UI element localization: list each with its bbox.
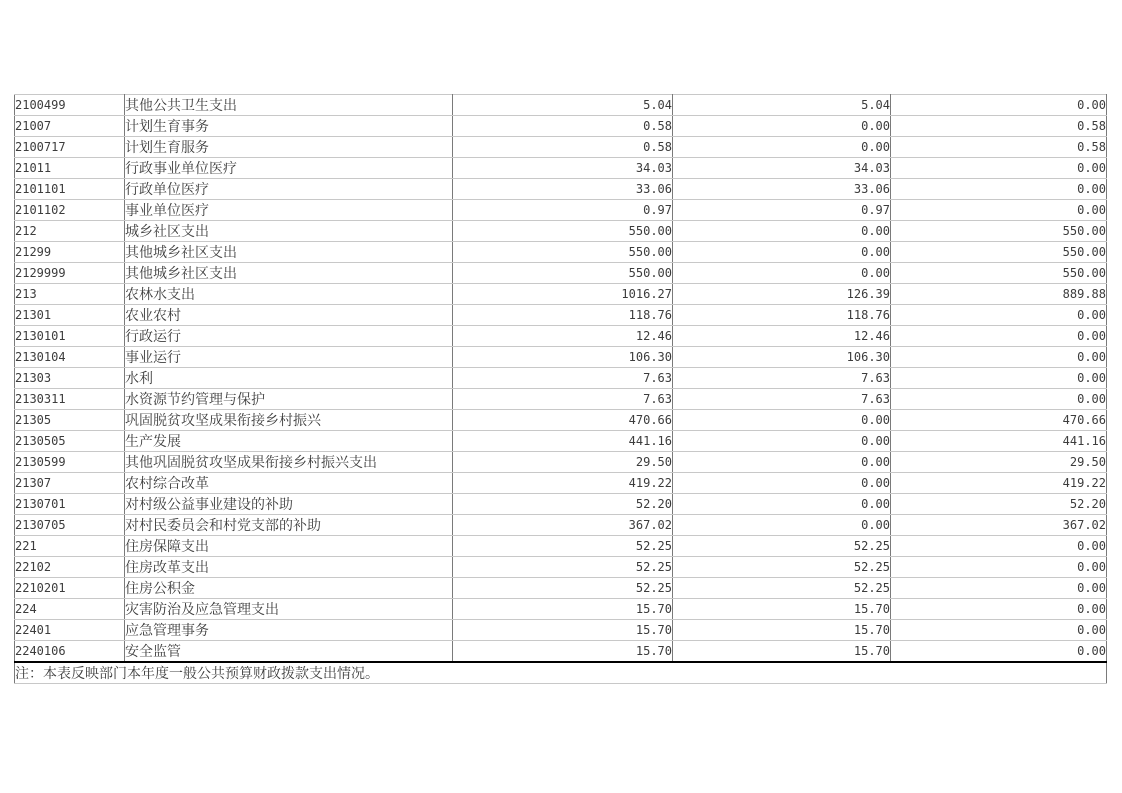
value-cell-total: 52.25 bbox=[453, 536, 673, 557]
value-cell-total: 29.50 bbox=[453, 452, 673, 473]
expense-code-cell: 212 bbox=[15, 221, 125, 242]
value-cell-total: 0.58 bbox=[453, 137, 673, 158]
value-cell-project: 0.00 bbox=[891, 200, 1107, 221]
value-cell-basic: 106.30 bbox=[673, 347, 891, 368]
value-cell-project: 0.00 bbox=[891, 578, 1107, 599]
value-cell-total: 470.66 bbox=[453, 410, 673, 431]
expense-name-cell: 其他城乡社区支出 bbox=[125, 263, 453, 284]
expense-code-cell: 2101102 bbox=[15, 200, 125, 221]
expense-name-cell: 计划生育事务 bbox=[125, 116, 453, 137]
expense-name-cell: 住房公积金 bbox=[125, 578, 453, 599]
value-cell-project: 0.00 bbox=[891, 389, 1107, 410]
budget-table-sheet bbox=[14, 94, 1107, 684]
table-row bbox=[15, 284, 1107, 305]
table-row bbox=[15, 452, 1107, 473]
value-cell-project: 0.00 bbox=[891, 305, 1107, 326]
table-row bbox=[15, 137, 1107, 158]
value-cell-basic: 33.06 bbox=[673, 179, 891, 200]
value-cell-total: 5.04 bbox=[453, 95, 673, 116]
value-cell-project: 367.02 bbox=[891, 515, 1107, 536]
value-cell-basic: 0.00 bbox=[673, 431, 891, 452]
value-cell-total: 52.25 bbox=[453, 578, 673, 599]
expense-code-cell: 21011 bbox=[15, 158, 125, 179]
expense-code-cell: 22401 bbox=[15, 620, 125, 641]
value-cell-total: 12.46 bbox=[453, 326, 673, 347]
expense-name-cell: 住房改革支出 bbox=[125, 557, 453, 578]
expense-name-cell: 住房保障支出 bbox=[125, 536, 453, 557]
value-cell-project: 419.22 bbox=[891, 473, 1107, 494]
table-row bbox=[15, 95, 1107, 116]
table-footer bbox=[15, 662, 1107, 684]
table-row bbox=[15, 116, 1107, 137]
expense-name-cell: 行政事业单位医疗 bbox=[125, 158, 453, 179]
table-row bbox=[15, 263, 1107, 284]
expense-code-cell: 2130701 bbox=[15, 494, 125, 515]
expense-code-cell: 21305 bbox=[15, 410, 125, 431]
table-row bbox=[15, 620, 1107, 641]
expense-name-cell: 其他城乡社区支出 bbox=[125, 242, 453, 263]
expense-code-cell: 2130104 bbox=[15, 347, 125, 368]
expense-code-cell: 2130599 bbox=[15, 452, 125, 473]
expense-code-cell: 21007 bbox=[15, 116, 125, 137]
table-row bbox=[15, 515, 1107, 536]
value-cell-basic: 0.97 bbox=[673, 200, 891, 221]
expense-name-cell: 农村综合改革 bbox=[125, 473, 453, 494]
value-cell-total: 441.16 bbox=[453, 431, 673, 452]
expense-code-cell: 2100717 bbox=[15, 137, 125, 158]
expense-code-cell: 2130101 bbox=[15, 326, 125, 347]
expense-code-cell: 2101101 bbox=[15, 179, 125, 200]
expense-code-cell: 21303 bbox=[15, 368, 125, 389]
expense-code-cell: 2240106 bbox=[15, 641, 125, 663]
table-body bbox=[15, 95, 1107, 663]
expense-name-cell: 其他公共卫生支出 bbox=[125, 95, 453, 116]
expense-name-cell: 行政运行 bbox=[125, 326, 453, 347]
note-row bbox=[15, 662, 1107, 684]
expense-code-cell: 221 bbox=[15, 536, 125, 557]
value-cell-basic: 52.25 bbox=[673, 536, 891, 557]
expense-code-cell: 213 bbox=[15, 284, 125, 305]
value-cell-project: 0.58 bbox=[891, 137, 1107, 158]
expense-code-cell: 21307 bbox=[15, 473, 125, 494]
value-cell-total: 52.25 bbox=[453, 557, 673, 578]
value-cell-project: 550.00 bbox=[891, 263, 1107, 284]
expense-name-cell: 应急管理事务 bbox=[125, 620, 453, 641]
value-cell-project: 441.16 bbox=[891, 431, 1107, 452]
value-cell-basic: 15.70 bbox=[673, 599, 891, 620]
table-row bbox=[15, 536, 1107, 557]
expense-name-cell: 计划生育服务 bbox=[125, 137, 453, 158]
expense-name-cell: 灾害防治及应急管理支出 bbox=[125, 599, 453, 620]
table-row bbox=[15, 431, 1107, 452]
expense-name-cell: 生产发展 bbox=[125, 431, 453, 452]
value-cell-basic: 15.70 bbox=[673, 620, 891, 641]
value-cell-basic: 12.46 bbox=[673, 326, 891, 347]
value-cell-project: 889.88 bbox=[891, 284, 1107, 305]
value-cell-basic: 52.25 bbox=[673, 557, 891, 578]
value-cell-project: 0.00 bbox=[891, 158, 1107, 179]
value-cell-project: 0.00 bbox=[891, 179, 1107, 200]
value-cell-basic: 5.04 bbox=[673, 95, 891, 116]
value-cell-total: 15.70 bbox=[453, 620, 673, 641]
value-cell-project: 0.00 bbox=[891, 557, 1107, 578]
table-row bbox=[15, 200, 1107, 221]
table-row bbox=[15, 158, 1107, 179]
expense-code-cell: 2129999 bbox=[15, 263, 125, 284]
expense-code-cell: 224 bbox=[15, 599, 125, 620]
value-cell-basic: 0.00 bbox=[673, 137, 891, 158]
table-row bbox=[15, 242, 1107, 263]
value-cell-basic: 7.63 bbox=[673, 368, 891, 389]
table-row bbox=[15, 473, 1107, 494]
expense-name-cell: 水资源节约管理与保护 bbox=[125, 389, 453, 410]
expense-name-cell: 安全监管 bbox=[125, 641, 453, 663]
value-cell-basic: 0.00 bbox=[673, 263, 891, 284]
table-row bbox=[15, 599, 1107, 620]
value-cell-project: 0.00 bbox=[891, 599, 1107, 620]
value-cell-project: 0.58 bbox=[891, 116, 1107, 137]
budget-expenditure-table bbox=[14, 94, 1107, 684]
expense-name-cell: 对村民委员会和村党支部的补助 bbox=[125, 515, 453, 536]
value-cell-basic: 0.00 bbox=[673, 515, 891, 536]
value-cell-total: 118.76 bbox=[453, 305, 673, 326]
expense-name-cell: 农业农村 bbox=[125, 305, 453, 326]
value-cell-basic: 34.03 bbox=[673, 158, 891, 179]
value-cell-basic: 0.00 bbox=[673, 116, 891, 137]
table-row bbox=[15, 557, 1107, 578]
expense-name-cell: 城乡社区支出 bbox=[125, 221, 453, 242]
expense-code-cell: 22102 bbox=[15, 557, 125, 578]
value-cell-project: 0.00 bbox=[891, 326, 1107, 347]
value-cell-total: 7.63 bbox=[453, 389, 673, 410]
value-cell-project: 0.00 bbox=[891, 641, 1107, 663]
expense-code-cell: 21299 bbox=[15, 242, 125, 263]
table-row bbox=[15, 326, 1107, 347]
expense-code-cell: 2130311 bbox=[15, 389, 125, 410]
value-cell-total: 419.22 bbox=[453, 473, 673, 494]
expense-name-cell: 巩固脱贫攻坚成果衔接乡村振兴 bbox=[125, 410, 453, 431]
table-row bbox=[15, 221, 1107, 242]
value-cell-basic: 0.00 bbox=[673, 221, 891, 242]
expense-name-cell: 行政单位医疗 bbox=[125, 179, 453, 200]
value-cell-total: 52.20 bbox=[453, 494, 673, 515]
value-cell-total: 1016.27 bbox=[453, 284, 673, 305]
value-cell-basic: 0.00 bbox=[673, 494, 891, 515]
value-cell-basic: 0.00 bbox=[673, 473, 891, 494]
value-cell-total: 0.97 bbox=[453, 200, 673, 221]
value-cell-total: 0.58 bbox=[453, 116, 673, 137]
table-row bbox=[15, 347, 1107, 368]
value-cell-basic: 15.70 bbox=[673, 641, 891, 663]
expense-name-cell: 对村级公益事业建设的补助 bbox=[125, 494, 453, 515]
table-row bbox=[15, 578, 1107, 599]
value-cell-basic: 118.76 bbox=[673, 305, 891, 326]
value-cell-project: 550.00 bbox=[891, 242, 1107, 263]
value-cell-project: 29.50 bbox=[891, 452, 1107, 473]
expense-code-cell: 2100499 bbox=[15, 95, 125, 116]
value-cell-project: 0.00 bbox=[891, 536, 1107, 557]
value-cell-basic: 126.39 bbox=[673, 284, 891, 305]
table-row bbox=[15, 494, 1107, 515]
table-row bbox=[15, 179, 1107, 200]
table-row bbox=[15, 641, 1107, 663]
value-cell-basic: 52.25 bbox=[673, 578, 891, 599]
table-row bbox=[15, 368, 1107, 389]
value-cell-total: 34.03 bbox=[453, 158, 673, 179]
value-cell-basic: 0.00 bbox=[673, 410, 891, 431]
value-cell-total: 15.70 bbox=[453, 599, 673, 620]
value-cell-total: 106.30 bbox=[453, 347, 673, 368]
value-cell-total: 15.70 bbox=[453, 641, 673, 663]
expense-code-cell: 2130505 bbox=[15, 431, 125, 452]
value-cell-project: 0.00 bbox=[891, 620, 1107, 641]
table-row bbox=[15, 305, 1107, 326]
value-cell-total: 367.02 bbox=[453, 515, 673, 536]
value-cell-total: 7.63 bbox=[453, 368, 673, 389]
value-cell-total: 33.06 bbox=[453, 179, 673, 200]
table-row bbox=[15, 410, 1107, 431]
value-cell-project: 0.00 bbox=[891, 368, 1107, 389]
expense-code-cell: 2130705 bbox=[15, 515, 125, 536]
expense-name-cell: 农林水支出 bbox=[125, 284, 453, 305]
table-note: 注：本表反映部门本年度一般公共预算财政拨款支出情况。 bbox=[15, 662, 1107, 684]
expense-name-cell: 事业单位医疗 bbox=[125, 200, 453, 221]
value-cell-project: 0.00 bbox=[891, 347, 1107, 368]
value-cell-project: 470.66 bbox=[891, 410, 1107, 431]
value-cell-project: 52.20 bbox=[891, 494, 1107, 515]
value-cell-total: 550.00 bbox=[453, 263, 673, 284]
expense-name-cell: 事业运行 bbox=[125, 347, 453, 368]
value-cell-total: 550.00 bbox=[453, 221, 673, 242]
expense-name-cell: 其他巩固脱贫攻坚成果衔接乡村振兴支出 bbox=[125, 452, 453, 473]
table-row bbox=[15, 389, 1107, 410]
value-cell-project: 550.00 bbox=[891, 221, 1107, 242]
value-cell-basic: 0.00 bbox=[673, 242, 891, 263]
value-cell-basic: 0.00 bbox=[673, 452, 891, 473]
expense-code-cell: 21301 bbox=[15, 305, 125, 326]
value-cell-basic: 7.63 bbox=[673, 389, 891, 410]
expense-name-cell: 水利 bbox=[125, 368, 453, 389]
value-cell-project: 0.00 bbox=[891, 95, 1107, 116]
expense-code-cell: 2210201 bbox=[15, 578, 125, 599]
value-cell-total: 550.00 bbox=[453, 242, 673, 263]
